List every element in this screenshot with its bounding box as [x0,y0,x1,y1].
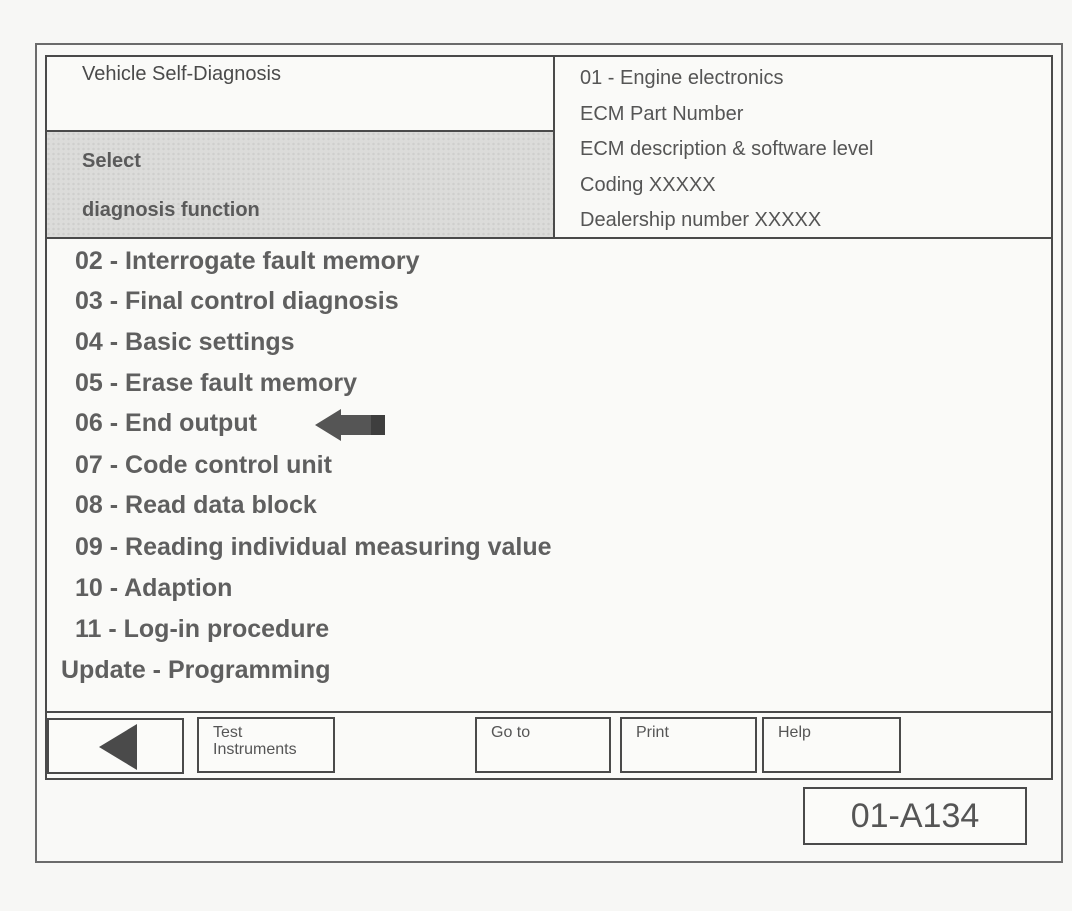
prompt-line-1: Select [82,150,141,172]
header-left [47,57,555,239]
diagnosis-screen [45,55,1053,780]
menu-item-02[interactable]: 02 - Interrogate fault memory [75,247,420,275]
left-arrow-icon [315,407,387,448]
menu-item-04[interactable]: 04 - Basic settings [75,328,295,356]
info-part-number: ECM Part Number [580,103,744,125]
print-button[interactable] [620,717,757,773]
back-triangle-icon [97,724,137,770]
menu-item-update-programming[interactable]: Update - Programming [61,656,331,684]
info-dealership: Dealership number XXXXX [580,209,822,231]
screen-title: Vehicle Self-Diagnosis [47,57,553,132]
prompt-panel [47,132,553,237]
info-coding: Coding XXXXX [580,174,716,196]
goto-button[interactable] [475,717,611,773]
info-control-unit: 01 - Engine electronics [580,67,784,89]
menu-item-11[interactable]: 11 - Log-in procedure [75,615,330,643]
menu-item-05[interactable]: 05 - Erase fault memory [75,369,358,397]
info-description: ECM description & software level [580,138,874,160]
back-button[interactable] [47,718,184,774]
menu-item-10[interactable]: 10 - Adaption [75,574,233,602]
help-label: Help [778,724,811,741]
function-toolbar [47,711,1051,778]
menu-item-08[interactable]: 08 - Read data block [75,491,317,519]
menu-item-09[interactable]: 09 - Reading individual measuring value [75,533,552,561]
test-instruments-label [213,724,297,758]
control-unit-info [555,57,1051,239]
test-instruments-button[interactable] [197,717,335,773]
test-label: Test [213,724,243,741]
menu-item-06[interactable]: 06 - End output [75,409,257,437]
menu-item-07[interactable]: 07 - Code control unit [75,451,332,479]
goto-label: Go to [491,724,531,741]
help-button[interactable] [762,717,901,773]
print-label: Print [636,724,669,741]
figure-code-label: 01-A134 [803,787,1027,845]
menu-item-03[interactable]: 03 - Final control diagnosis [75,287,399,315]
instruments-label: Instruments [213,741,297,758]
prompt-line-2: diagnosis function [82,199,260,221]
